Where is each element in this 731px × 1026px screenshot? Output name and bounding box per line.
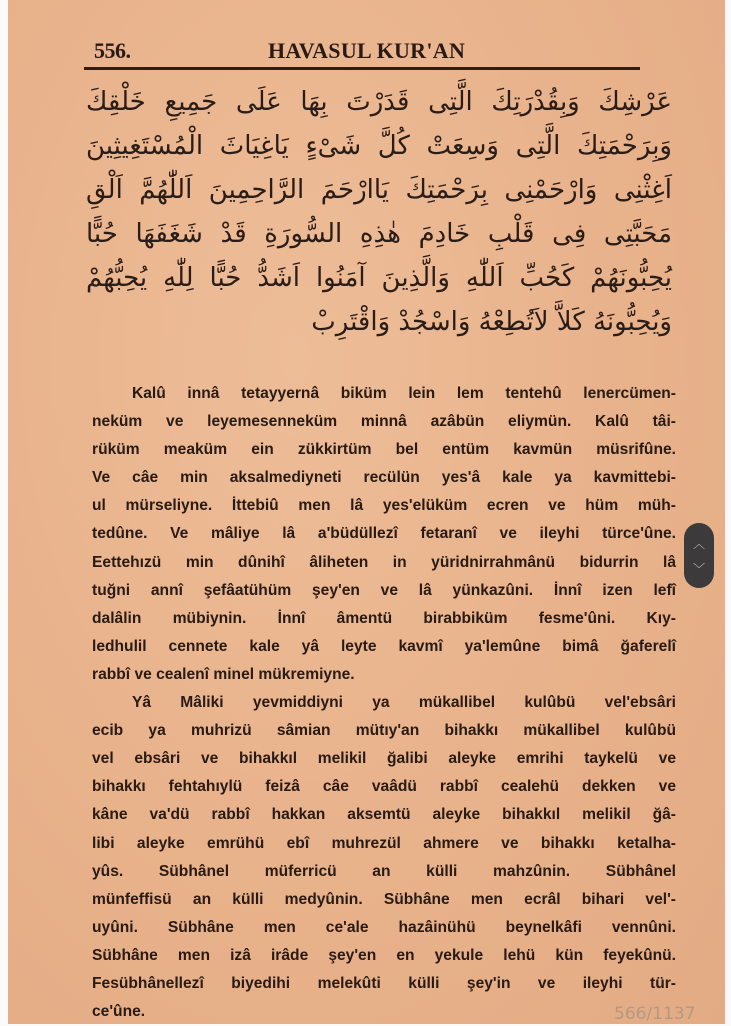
page-nav-control — [684, 523, 714, 588]
arabic-line: يُحِبُّونَهُمْ كَحُبِّ اَللّٰهِ وَالَّذِينَ آمَنُوا اَشَدُّ حُبًّا لِلّٰهِ يُحِبُّهُمْ — [86, 263, 672, 293]
text-line: dalâlin mübiynin. İnnî âmentü birabbiküm fesme'ûni. Kıy- — [92, 609, 676, 627]
page-counter: 566/1137 — [614, 1004, 696, 1024]
text-line: libi aleyke emrühü ebî muhrezül ahmere ve bihakkı ketalha- — [92, 834, 676, 852]
text-line: rabbî ve cealenî minel mükremiyne. — [92, 665, 355, 683]
chevron-up-icon[interactable]: ︿ — [692, 536, 705, 551]
page-number: 556. — [94, 38, 131, 63]
arabic-line: مَحَبَّتِى فِى قَلْبِ خَادِمَ هٰذِهِ السُّورَةِ قَدْ شَغَفَهَا حُبًّا — [86, 219, 672, 249]
arabic-line: اَغِثْنِى وَارْحَمْنِى بِرَحْمَتِكَ يَاارْحَمَ الرَّاحِمِينَ اَللّٰهُمَّ اَلْقِ — [86, 175, 672, 205]
text-line: ecib ya muhrizü sâmian mütıy'an bihakkı mükallibel kulûbü — [92, 722, 676, 740]
text-line: kâne va'dü rabbî hakkan aksemtü aleyke bihakkıl melikil ğâ- — [92, 806, 676, 824]
arabic-text-block — [86, 80, 672, 344]
book-title: HAVASUL KUR'AN — [268, 38, 466, 63]
header-rule — [84, 67, 640, 70]
text-line: Sübhâne men izâ irâde şey'en en yekule lehü kün feyekûnü. — [92, 946, 676, 964]
text-line: yûs. Sübhânel müferricü an külli mahzûnin. Sübhânel — [92, 862, 676, 880]
text-line: Kalû innâ tetayyernâ biküm lein lem tentehû lenercümen- — [132, 385, 676, 402]
text-line: rüküm meaküm ein zükkirtüm bel entüm kavmün müsrifûne. — [92, 441, 676, 459]
text-line: neküm ve leyemesenneküm minnâ azâbün eliymün. Kalû tâi- — [92, 413, 676, 431]
transliteration-block — [92, 380, 676, 1026]
arabic-line: عَرْشِكَ وَبِقُدْرَتِكَ الَّتِى قَدَرْتَ بِهَا عَلَى جَمِيعِ خَلْقِكَ — [86, 87, 672, 117]
page-header — [94, 38, 648, 68]
text-line: Eettehızü min dûnihî âliheten in yüridnirrahmânü bidurrin lâ — [92, 553, 676, 571]
chevron-down-icon[interactable]: ﹀ — [692, 561, 705, 576]
text-line: Yâ Mâliki yevmiddiyni ya mükallibel kulûbü vel'ebsâri — [132, 694, 676, 712]
text-line: bihakkı fehtahıylü feizâ câe vaâdü rabbî cealehü dekken ve — [92, 778, 676, 796]
arabic-line: وَبِرَحْمَتِكَ الَّتِى وَسِعَتْ كُلَّ شَىْءٍ يَاغِيَاثَ الْمُسْتَغِيثِينَ — [86, 131, 672, 161]
text-line: Fesübhânellezî biyedihi melekûti külli şey'in ve ileyhi tür- — [92, 974, 676, 992]
text-line: uyûni. Sübhâne men ce'ale hazâinühü beynelkâfi vennûni. — [92, 918, 676, 936]
text-line: vel ebsâri ve bihakkıl melikil ğalibi aleyke emrihi taykelü ve — [92, 750, 676, 768]
text-line: ul mürseliyne. İttebiû men lâ yes'elüküm ecren ve hüm müh- — [92, 497, 676, 515]
text-line: tedûne. Ve mâliye lâ a'büdüllezî fetaranî ve ileyhi türce'ûne. — [92, 525, 676, 543]
text-line: ce'ûne. — [92, 1003, 146, 1021]
text-line: tuğni annî şefâatühüm şey'en ve lâ yünkazûni. İnnî izen lefî — [92, 581, 676, 599]
text-line: münfeffisü an külli medyûnin. Sübhâne men ecrâl bihari vel'- — [92, 890, 676, 908]
text-line: Ve câe min aksalmediyneti recülün yes'â kale ya kavmittebi- — [92, 469, 676, 487]
text-line: ledhulil cennete kale yâ leyte kavmî ya'lemûne bimâ ğaferelî — [92, 637, 676, 655]
arabic-line: وَيُحِبُّونَهُ كَلاَّ لاَتُطِعْهُ وَاسْجُدْ وَاقْتَرِبْ — [311, 307, 672, 337]
